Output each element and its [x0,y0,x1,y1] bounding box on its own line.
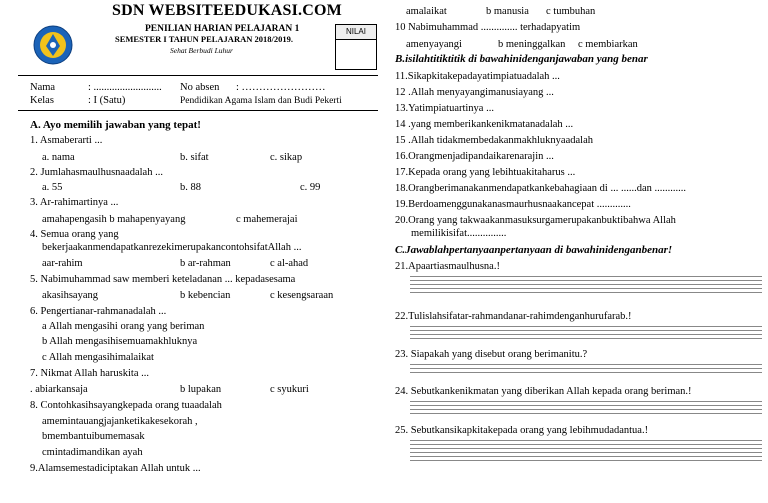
q1-option-b[interactable]: b. sifat [180,152,209,163]
q1-option-c[interactable]: c. sikap [270,152,303,163]
q7-option-c[interactable]: c syukuri [270,384,309,395]
section-a-heading: A. Ayo memilih jawaban yang tepat! [30,119,201,131]
q10-option-b[interactable]: b meninggalkan [498,39,566,50]
question-21: 21.Apaartiasmaulhusna.! [395,261,500,272]
header-divider [18,75,378,76]
identity-divider [18,110,378,111]
question-9: 9.Alamsemestadiciptakan Allah untuk ... [30,463,201,474]
q5-option-a[interactable]: akasihsayang [42,290,98,301]
question-13: 13.Yatimpiatuartinya ... [395,103,494,114]
class-value: : I (Satu) [88,95,126,106]
question-15: 15 .Allah tidakmembedakanmakhluknyaadalah [395,135,593,146]
q8-option-c[interactable]: cmintadimandikan ayah [42,447,143,458]
section-b-heading: B.isilahtitiktitik di bawahinidenganjawaban yang benar [395,53,648,65]
question-11: 11.Sikapkitakepadayatimpiatuadalah ... [395,71,560,82]
answer-lines-24[interactable] [410,401,762,417]
name-label: Nama [30,82,56,93]
question-19: 19.Berdoamenggunakanasmaurhusnaakancepat ............. [395,199,631,210]
answer-lines-21[interactable] [410,276,762,296]
school-motto: Sehat Berbudi Luhur [170,46,233,55]
q8-option-a[interactable]: amemintauangjajanketikakesekorah , [42,416,198,427]
q4-option-b[interactable]: b ar-rahman [180,258,231,269]
question-17: 17.Kepada orang yang lebihtuakitaharus ... [395,167,576,178]
name-field[interactable]: : .......................... [88,82,162,93]
score-box [335,24,377,70]
q2-option-c[interactable]: c. 99 [300,182,321,193]
q6-option-b[interactable]: b Allah mengasihisemuamakhluknya [42,336,198,347]
q7-option-b[interactable]: b lupakan [180,384,222,395]
question-18: 18.Orangberimanakanmendapatkankebahagiaan di ... ......dan ............ [395,183,686,194]
q7-option-a[interactable]: . abiarkansaja [30,384,88,395]
question-4: 4. Semua orang yang [30,229,119,240]
question-25: 25. Sebutkansikapkitakepada orang yang lebihmudadantua.! [395,425,649,436]
school-name: SDN WEBSITEEDUKASI.COM [112,2,342,19]
q4-option-c[interactable]: c al-ahad [270,258,309,269]
q6-option-c[interactable]: c Allah mengasihimalaikat [42,352,154,363]
question-12: 12 .Allah menyayangimanusiayang ... [395,87,554,98]
question-4-cont: bekerjaakanmendapatkanrezekimerupakancontohsifatAllah ... [42,242,302,253]
semester-line: SEMESTER I TAHUN PELAJARAN 2018/2019. [115,34,293,44]
class-label: Kelas [30,95,54,106]
question-1: 1. Asmaberarti ... [30,135,103,146]
absen-field[interactable]: : …………………… [236,82,326,93]
answer-lines-23[interactable] [410,364,762,376]
q8-option-b[interactable]: bmembantuibumemasak [42,431,145,442]
question-2: 2. Jumlahasmaulhusnaadalah ... [30,167,163,178]
q3-options-ab[interactable]: amahapengasih b mahapenyayang [42,214,186,225]
question-20-cont: memilikisifat............... [411,228,507,239]
score-label: NILAI [336,25,376,40]
question-10: 10 Nabimuhammad .............. terhadapyatim [395,22,581,33]
q5-option-c[interactable]: c kesengsaraan [270,290,334,301]
question-24: 24. Sebutkankenikmatan yang diberikan Allah kepada orang beriman.! [395,386,692,397]
question-23: 23. Siapakah yang disebut orang berimanitu.? [395,349,588,360]
q9-option-b[interactable]: b manusia [486,6,529,17]
q9-option-c[interactable]: c tumbuhan [546,6,596,17]
q2-option-a[interactable]: a. 55 [42,182,63,193]
question-14: 14 .yang memberikankenikmatanadalah ... [395,119,574,130]
question-6: 6. Pengertianar-rahmanadalah ... [30,306,167,317]
q6-option-a[interactable]: a Allah mengasihi orang yang beriman [42,321,205,332]
question-20: 20.Orang yang takwaakanmasuksurgamerupakanbuktibahwa Allah [395,215,676,226]
question-7: 7. Nikmat Allah haruskita ... [30,368,149,379]
question-5: 5. Nabimuhammad saw memberi keteladanan ... kepadasesama [30,274,296,285]
absen-label: No absen [180,82,220,93]
q1-option-a[interactable]: a. nama [42,152,75,163]
q4-option-a[interactable]: aar-rahim [42,258,83,269]
answer-lines-25[interactable] [410,440,762,464]
q5-option-b[interactable]: b kebencian [180,290,231,301]
question-16: 16.Orangmenjadipandaikarenarajin ... [395,151,554,162]
question-22: 22.Tulislahsifatar-rahmandanar-rahimdenganhurufarab.! [395,311,632,322]
q3-option-c[interactable]: c mahemerajai [236,214,298,225]
answer-lines-22[interactable] [410,326,762,342]
q10-option-a[interactable]: amenyayangi [406,39,462,50]
question-8: 8. Contohkasihsayangkepada orang tuaadalah [30,400,222,411]
subject-name: Pendidikan Agama Islam dan Budi Pekerti [180,96,342,106]
exam-title: PENILIAN HARIAN PELAJARAN 1 [145,24,300,34]
tut-wuri-handayani-logo [33,25,73,65]
q9-option-a[interactable]: amalaikat [406,6,447,17]
q2-option-b[interactable]: b. 88 [180,182,201,193]
question-3: 3. Ar-rahimartinya ... [30,197,119,208]
section-c-heading: C.Jawablahpertanyaanpertanyaan di bawahinidenganbenar! [395,244,673,256]
q10-option-c[interactable]: c membiarkan [578,39,638,50]
